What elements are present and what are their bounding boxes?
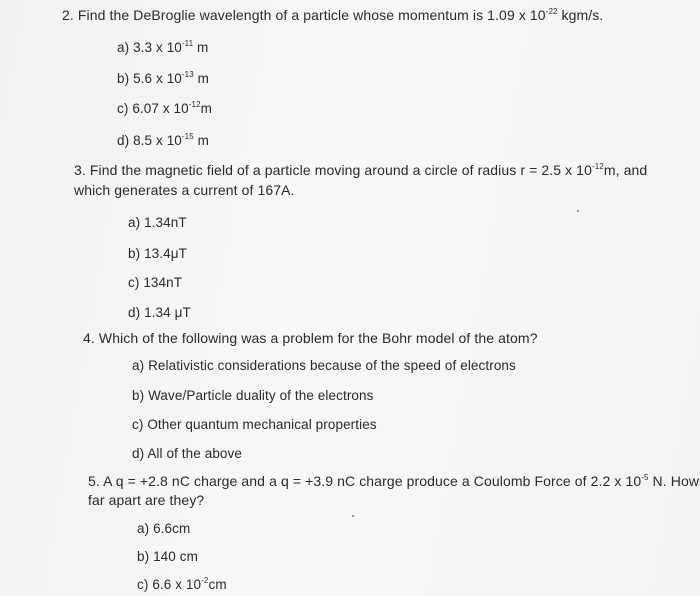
question-4-text: Which of the following was a problem for the Bohr model of the atom?: [98, 330, 538, 346]
question-3-stem-line-1: 3. Find the magnetic field of a particle moving around a circle of radius r = 2.5 x $10^{-12}m$, and: [74, 162, 648, 178]
question-4-number: 4.: [83, 330, 95, 346]
question-5-option-a: a) 6.6cm: [137, 521, 191, 536]
question-5-option-b: b) 140 cm: [137, 549, 198, 564]
question-3-option-c: c) 134nT: [128, 275, 183, 290]
paper-speck: [577, 210, 579, 212]
question-2-text: Find the DeBroglie wavelength of a particle whose momentum is 1.09 x 10: [77, 7, 546, 23]
question-3-option-d: d) 1.34 μT: [128, 305, 191, 320]
question-3-text: Find the magnetic field of a particle moving around a circle of radius r = 2.5 x 10: [89, 162, 592, 178]
question-2-option-c: c) 6.07 x $10^{-12}m$: [117, 100, 212, 116]
question-3-number: 3.: [74, 162, 86, 178]
question-2-exponent: -22: [545, 7, 558, 16]
question-5-stem-line-2: far apart are they?: [88, 492, 205, 508]
question-2-stem: [62, 7, 603, 23]
question-3-stem-line-2: which generates a current of 167A.: [74, 182, 295, 198]
question-2-option-d: d) 8.5 x $10^{-15}$ m: [117, 132, 209, 148]
question-4-option-b: b) Wave/Particle duality of the electrons: [132, 388, 374, 403]
question-2-option-a: a) 3.3 x $10^{-11}$ m: [117, 39, 209, 55]
question-4-stem: [83, 330, 538, 346]
question-4-option-d: d) All of the above: [132, 446, 242, 461]
question-4-option-c: c) Other quantum mechanical properties: [132, 417, 377, 432]
question-3-exponent: -12: [591, 162, 604, 171]
question-5-option-c: c) 6.6 x $10^{-2}cm$: [137, 576, 227, 592]
question-3-option-b: b) 13.4μT: [128, 246, 187, 261]
question-3-option-a: a) 1.34nT: [128, 215, 187, 230]
question-5-stem-line-1: 5. A q = +2.8 nC charge and a q = +3.9 nC charge produce a Coulomb Force of 2.2 x $10^{-5}$ N. How: [88, 473, 700, 489]
question-2-number: 2.: [62, 7, 74, 23]
paper-speck: [352, 515, 354, 517]
question-5-number: 5.: [88, 473, 100, 489]
question-2-option-b: b) 5.6 x $10^{-13}$ m: [117, 70, 209, 86]
question-5-text: A q = +2.8 nC charge and a q = +3.9 nC charge produce a Coulomb Force of 2.2 x 10: [103, 473, 642, 489]
question-2-text-end: kgm/s.: [557, 7, 604, 23]
question-4-option-a: a) Relativistic considerations because of the speed of electrons: [132, 358, 516, 373]
question-5-exponent: -5: [641, 473, 649, 482]
